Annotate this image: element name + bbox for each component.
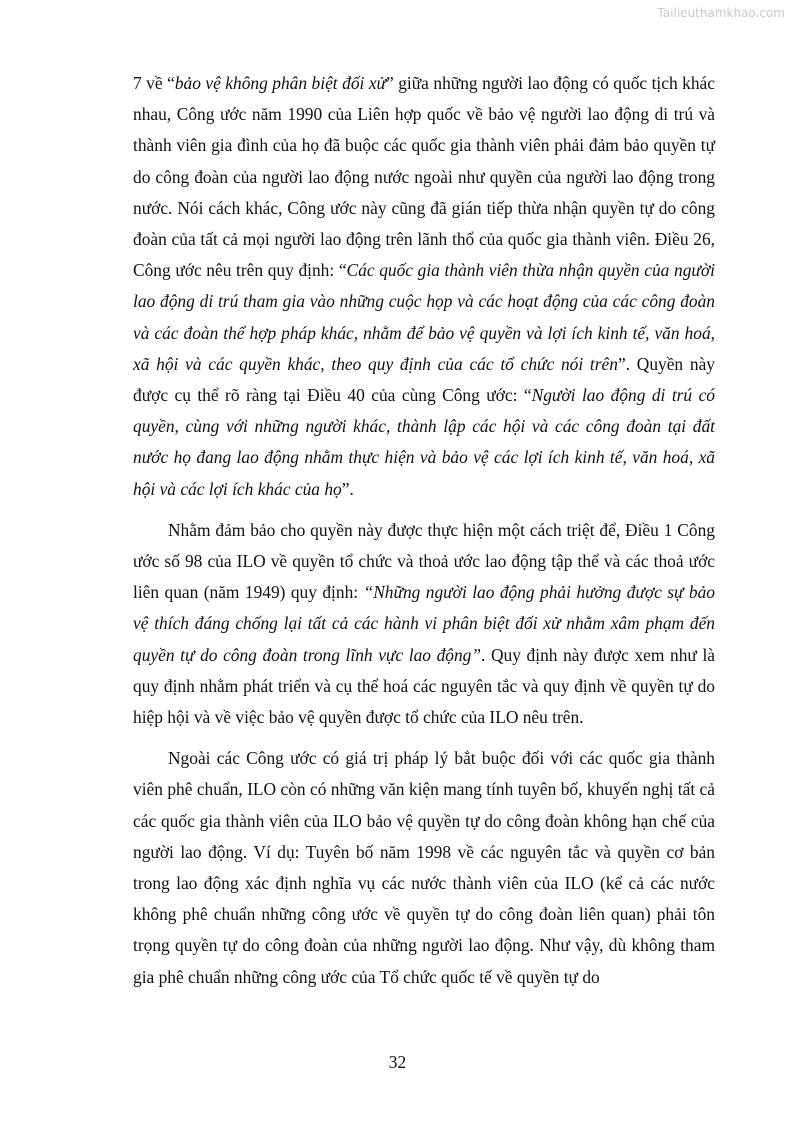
text-segment: 7 về “ xyxy=(133,73,175,93)
page-number: 32 xyxy=(388,1052,407,1072)
text-segment: ”. xyxy=(341,478,354,499)
paragraph-3 xyxy=(133,743,715,993)
text-segment: ” giữa những người lao động có quốc tịch khác nhau, Công ước năm 1990 của Liên hợp quốc về bảo vệ người lao động di trú và thành viên gia đình của họ đã buộc các quốc gia thành viên phải đảm bảo quyền tự do công đoàn của người lao động nước ngoài như quyền của người lao động trong nước. Nói cách khác, Công ước này cũng đã gián tiếp thừa nhận quyền tự do công đoàn của tất cả mọi người lao động trên lãnh thổ của quốc gia thành viên. Điều 26, Công ước nêu trên quy định: “ xyxy=(133,73,715,281)
quote-segment: bảo vệ không phân biệt đối xử xyxy=(174,73,387,93)
paragraph-1 xyxy=(133,68,715,505)
text-segment: Ngoài các Công ước có giá trị pháp lý bắt buộc đối với các quốc gia thành viên phê chuẩn, ILO còn có những văn kiện mang tính tuyên bố, khuyến nghị tất cả các quốc gia thành viên của ILO bảo vệ quyền tự do công đoàn không hạn chế của người lao động. Ví dụ: Tuyên bố năm 1998 về các nguyên tắc và quyền cơ bản trong lao động xác định nghĩa vụ các nước thành viên của ILO (kể cả các nước không phê chuẩn những công ước về quyền tự do công đoàn liên quan) phải tôn trọng quyền tự do công đoàn của những người lao động. Như vậy, dù không tham gia phê chuẩn những công ước của Tổ chức quốc tế về quyền tự do xyxy=(133,748,715,987)
watermark: Tailieuthamkhao.com xyxy=(657,6,785,20)
paragraph-2 xyxy=(133,515,715,733)
text-segment: Nhằm đảm bảo cho quyền này được thực hiện một cách triệt để, Điều 1 Công ước số 98 của ILO về quyền tổ chức và thoả ước lao động tập thể và các thoả ước liên quan (năm 1949) quy định: xyxy=(133,519,715,603)
document-body xyxy=(133,68,715,993)
text-segment: ”. Quyền này được cụ thể rõ ràng tại Điều 40 của cùng Công ước: “ xyxy=(133,353,715,406)
quote-segment: “Những người lao động phải hưởng được sự bảo vệ thích đáng chống lại tất cả các hành vi phân biệt đối xử nhằm xâm phạm đến quyền tự do công đoàn trong lĩnh vực lao động” xyxy=(133,582,715,665)
quote-segment: Các quốc gia thành viên thừa nhận quyền của người lao động di trú tham gia vào những cuộc họp và các hoạt động của các công đoàn và các đoàn thể hợp pháp khác, nhằm để bảo vệ quyền và lợi ích kinh tế, văn hoá, xã hội và các quyền khác, theo quy định của các tổ chức nói trên xyxy=(133,260,716,374)
quote-segment: Người lao động di trú có quyền, cùng với những người khác, thành lập các hội và các công đoàn tại đất nước họ đang lao động nhằm thực hiện và bảo vệ các lợi ích kinh tế, văn hoá, xã hội và các lợi ích khác của họ xyxy=(133,385,715,499)
text-segment: . Quy định này được xem như là quy định nhằm phát triển và cụ thể hoá các nguyên tắc và quy định về quyền tự do hiệp hội và về việc bảo vệ quyền được tổ chức của ILO nêu trên. xyxy=(133,644,715,728)
